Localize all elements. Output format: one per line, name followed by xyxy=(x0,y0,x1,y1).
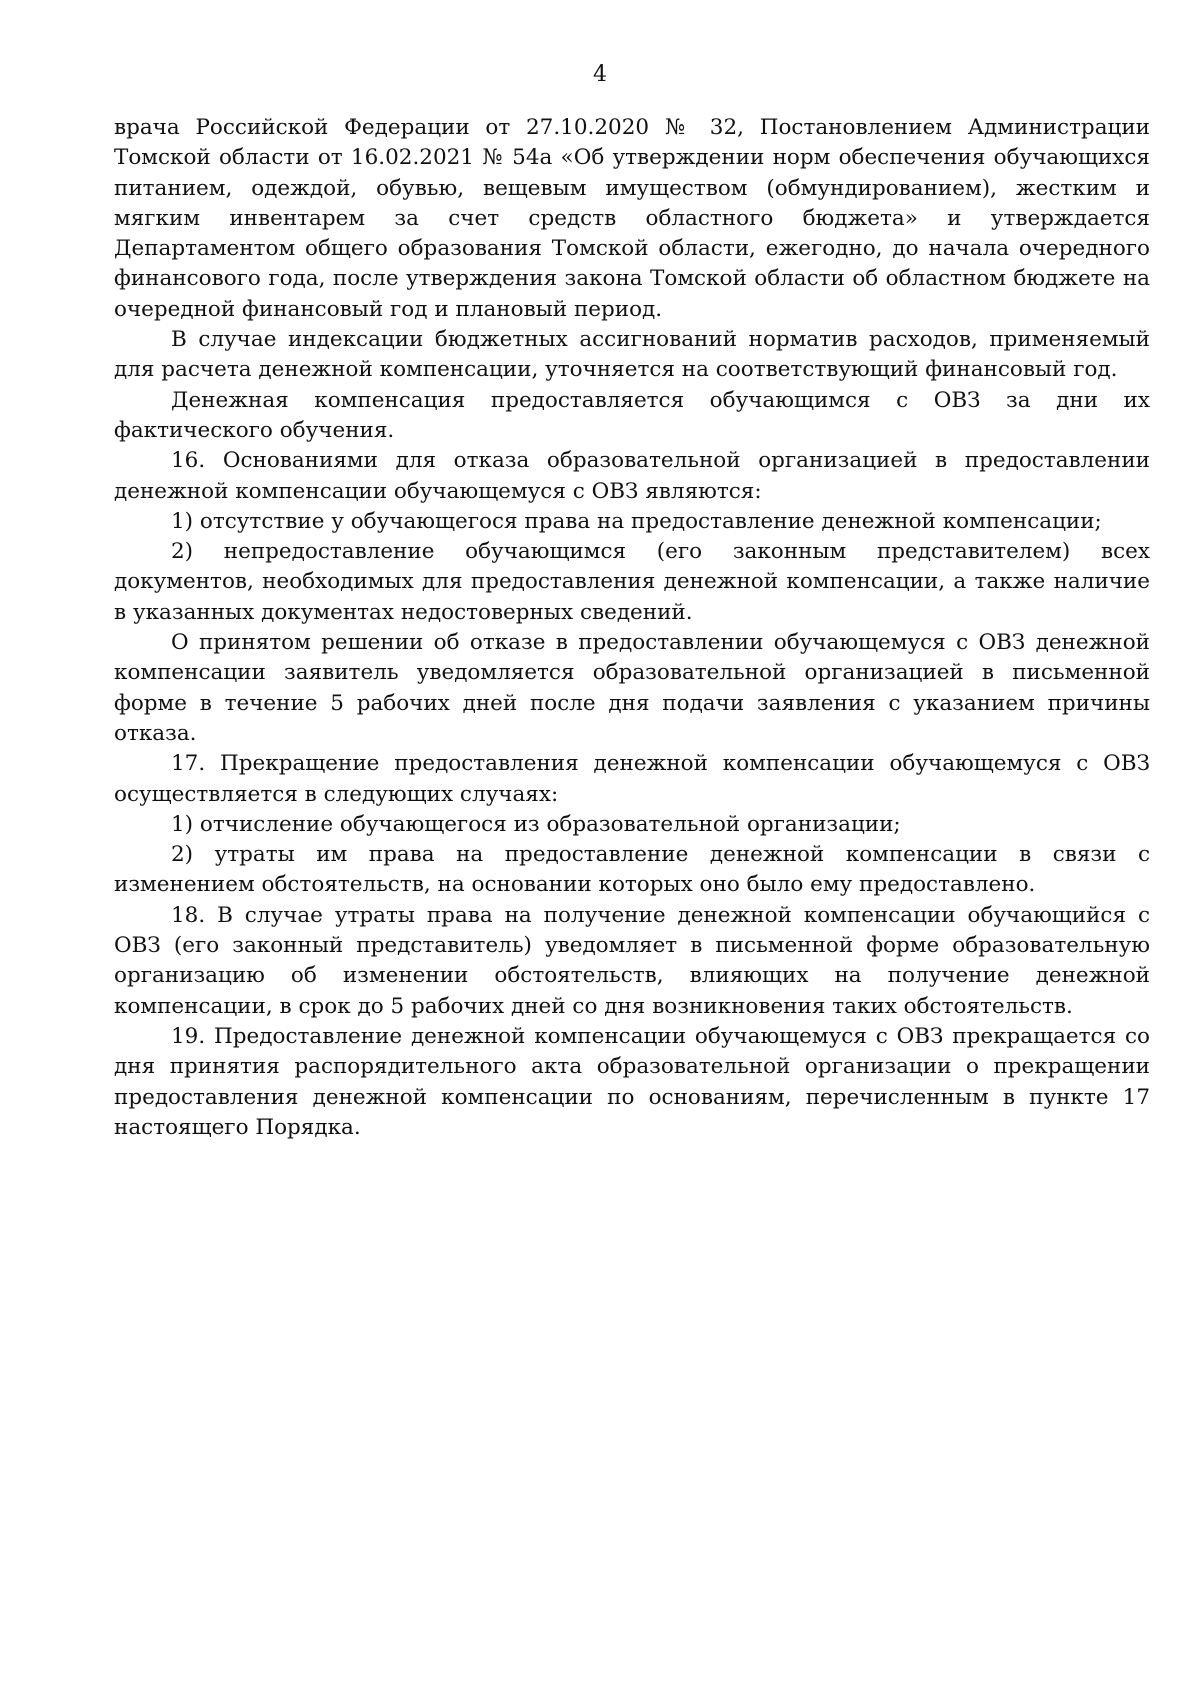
paragraph: Денежная компенсация предоставляется обучающимся с ОВЗ за дни их фактического обучения. xyxy=(114,387,1150,443)
paragraph: 19. Предоставление денежной компенсации обучающемуся с ОВЗ прекращается со дня принятия распорядительного акта образовательной организации о прекращении предоставления денежной компенсации по основаниям, перечисленным в пункте 17 настоящего Порядка. xyxy=(114,1023,1150,1140)
paragraph: 16. Основаниями для отказа образовательной организацией в предоставлении денежной компенсации обучающемуся с ОВЗ являются: xyxy=(114,448,1150,504)
paragraph: 1) отчисление обучающегося из образовательной организации; xyxy=(171,811,901,837)
paragraph: врача Российской Федерации от 27.10.2020 № 32, Постановлением Администрации Томской области от 16.02.2021 № 54а «Об утверждении норм обеспечения обучающихся питанием, одеждой, обувью, вещевым имуществом (обмундированием), жестким и мягким инвентарем за счет средств областного бюджета» и утверждается Департаментом общего образования Томской области, ежегодно, до начала очередного финансового года, после утверждения закона Томской области об областном бюджете на очередной финансовый год и плановый период. xyxy=(114,115,1150,322)
page-number: 4 xyxy=(593,62,607,87)
paragraph: 18. В случае утраты права на получение денежной компенсации обучающийся с ОВЗ (его законный представитель) уведомляет в письменной форме образовательную организацию об изменении обстоятельств, влияющих на получение денежной компенсации, в срок до 5 рабочих дней со дня возникновения таких обстоятельств. xyxy=(114,902,1150,1019)
document-body xyxy=(114,113,1150,1143)
paragraph: 2) непредоставление обучающимся (его законным представителем) всех документов, необходимых для предоставления денежной компенсации, а также наличие в указанных документах недостоверных сведений. xyxy=(114,539,1150,625)
paragraph: 1) отсутствие у обучающегося права на предоставление денежной компенсации; xyxy=(171,508,1102,534)
paragraph: В случае индексации бюджетных ассигнований норматив расходов, применяемый для расчета денежной компенсации, уточняется на соответствующий финансовый год. xyxy=(114,327,1150,383)
paragraph: 17. Прекращение предоставления денежной компенсации обучающемуся с ОВЗ осуществляется в следующих случаях: xyxy=(114,751,1150,807)
paragraph: О принятом решении об отказе в предоставлении обучающемуся с ОВЗ денежной компенсации заявитель уведомляется образовательной организацией в письменной форме в течение 5 рабочих дней после дня подачи заявления с указанием причины отказа. xyxy=(114,630,1150,746)
paragraph: 2) утраты им права на предоставление денежной компенсации в связи с изменением обстоятельств, на основании которых оно было ему предоставлено. xyxy=(114,842,1150,898)
